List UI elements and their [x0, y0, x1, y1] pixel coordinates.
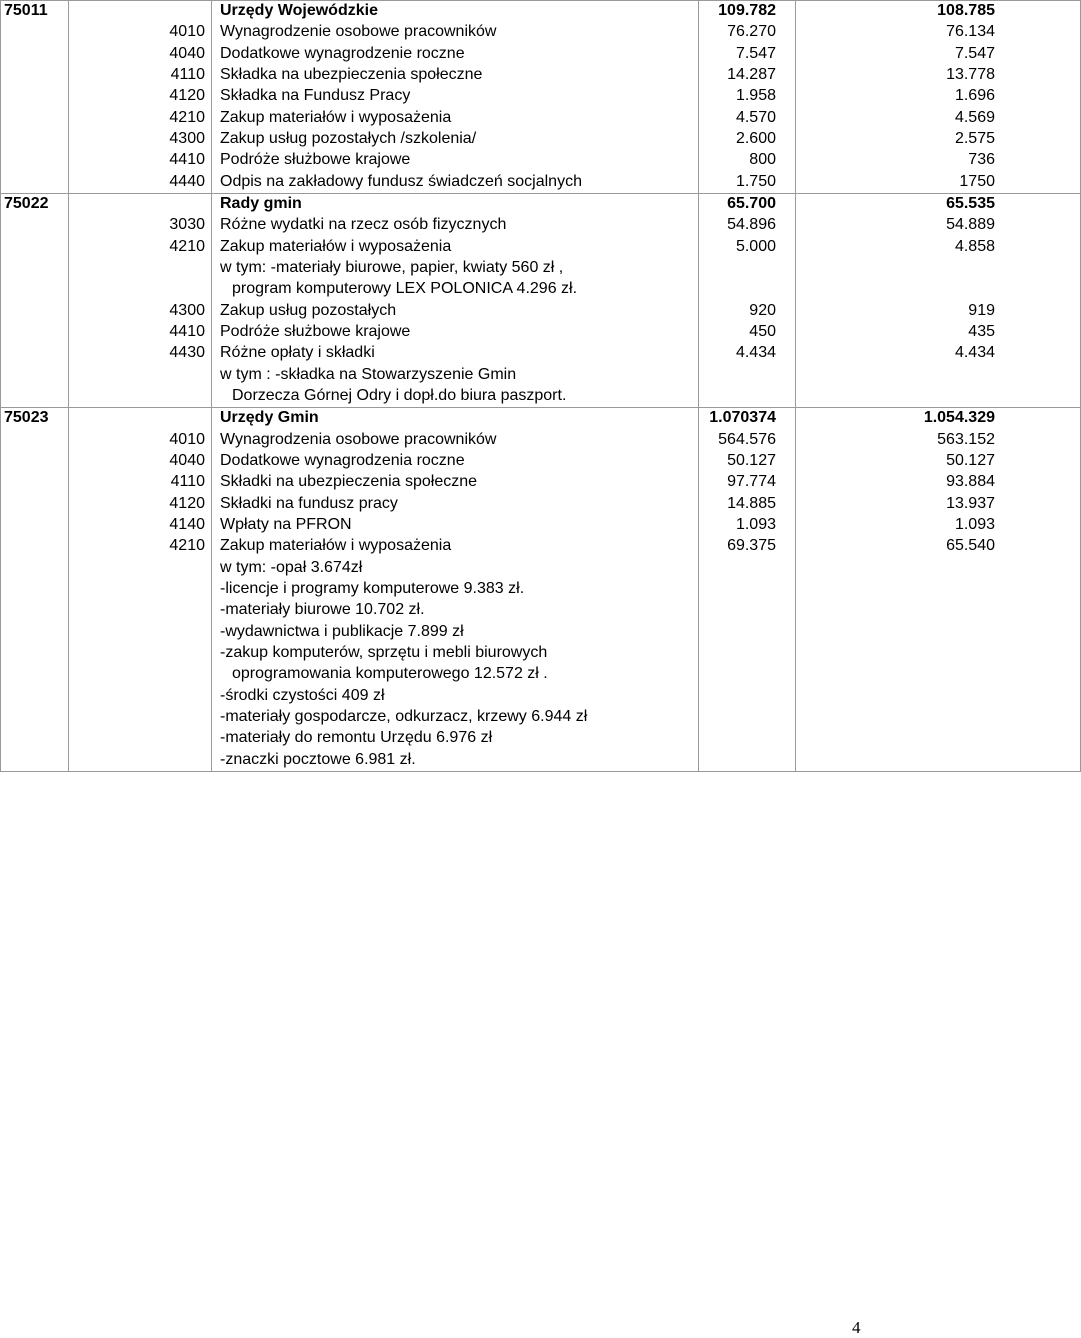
row-spacer [1, 686, 69, 707]
row-description-text: Zakup usług pozostałych /szkolenia/ [220, 129, 477, 147]
budget-table-body [1, 1, 1081, 772]
row-spacer [1, 108, 69, 129]
row-amount-plan: 69.375 [699, 536, 796, 557]
row-description-text: -licencje i programy komputerowe 9.383 zł. [220, 579, 525, 597]
section-amount-execution: 1.054.329 [796, 408, 1081, 430]
paragraph-number: 4040 [69, 44, 212, 65]
row-amount-execution: 1.696 [796, 86, 1081, 107]
row-spacer [1, 172, 69, 194]
row-spacer [1, 430, 69, 451]
row-amount-plan: 1.093 [699, 515, 796, 536]
row-amount-execution: 13.778 [796, 65, 1081, 86]
row-description-text: Zakup materiałów i wyposażenia [220, 237, 452, 255]
section-header-row [1, 408, 1081, 430]
row-description [212, 536, 699, 557]
row-description [212, 215, 699, 236]
row-spacer [1, 750, 69, 771]
row-amount-execution: 93.884 [796, 472, 1081, 493]
row-amount-plan [699, 643, 796, 664]
table-row [1, 343, 1081, 364]
row-amount-execution: 736 [796, 150, 1081, 171]
paragraph-number [69, 600, 212, 621]
table-row [1, 622, 1081, 643]
paragraph-number: 4210 [69, 108, 212, 129]
paragraph-number: 3030 [69, 215, 212, 236]
row-description [212, 129, 699, 150]
table-row [1, 215, 1081, 236]
row-spacer [1, 343, 69, 364]
paragraph-number: 4300 [69, 301, 212, 322]
row-description [212, 451, 699, 472]
row-amount-plan: 97.774 [699, 472, 796, 493]
paragraph-number [69, 643, 212, 664]
row-description [212, 664, 699, 685]
row-spacer [1, 65, 69, 86]
row-description-text: Wpłaty na PFRON [220, 515, 352, 533]
row-amount-execution: 7.547 [796, 44, 1081, 65]
paragraph-number [69, 664, 212, 685]
table-row [1, 664, 1081, 685]
table-row [1, 600, 1081, 621]
table-row [1, 558, 1081, 579]
row-description [212, 386, 699, 408]
section-title: Urzędy Wojewódzkie [212, 1, 699, 23]
row-amount-execution [796, 728, 1081, 749]
paragraph-number [69, 728, 212, 749]
row-description [212, 579, 699, 600]
row-spacer [1, 279, 69, 300]
section-code: 75023 [1, 408, 69, 430]
row-description [212, 279, 699, 300]
table-row [1, 536, 1081, 557]
paragraph-number: 4010 [69, 430, 212, 451]
row-spacer [1, 129, 69, 150]
paragraph-number: 4010 [69, 22, 212, 43]
row-spacer [1, 150, 69, 171]
row-description [212, 86, 699, 107]
section-amount-plan: 109.782 [699, 1, 796, 23]
row-spacer [1, 215, 69, 236]
table-row [1, 750, 1081, 771]
paragraph-number: 4410 [69, 150, 212, 171]
section-header-row [1, 193, 1081, 215]
section-amount-plan: 65.700 [699, 193, 796, 215]
row-amount-execution: 54.889 [796, 215, 1081, 236]
row-description-text: Składka na ubezpieczenia społeczne [220, 66, 483, 83]
table-row [1, 643, 1081, 664]
row-amount-plan [699, 365, 796, 386]
row-amount-plan: 920 [699, 301, 796, 322]
section-amount-execution: 65.535 [796, 193, 1081, 215]
section-spacer [69, 193, 212, 215]
paragraph-number: 4300 [69, 129, 212, 150]
table-row [1, 430, 1081, 451]
row-description [212, 65, 699, 86]
row-spacer [1, 44, 69, 65]
row-amount-plan: 5.000 [699, 237, 796, 258]
section-title: Rady gmin [212, 193, 699, 215]
table-row [1, 472, 1081, 493]
row-description [212, 686, 699, 707]
row-amount-execution: 13.937 [796, 494, 1081, 515]
row-amount-plan: 564.576 [699, 430, 796, 451]
paragraph-number [69, 558, 212, 579]
paragraph-number [69, 686, 212, 707]
row-description [212, 108, 699, 129]
table-row [1, 237, 1081, 258]
row-description-text: w tym : -składka na Stowarzyszenie Gmin [220, 365, 517, 383]
row-amount-plan [699, 279, 796, 300]
row-amount-plan [699, 664, 796, 685]
paragraph-number: 4410 [69, 322, 212, 343]
row-amount-plan: 50.127 [699, 451, 796, 472]
row-description-text: Dorzecza Górnej Odry i dopł.do biura paszport. [232, 386, 567, 404]
paragraph-number [69, 707, 212, 728]
row-amount-execution: 1750 [796, 172, 1081, 194]
row-spacer [1, 579, 69, 600]
row-description [212, 172, 699, 194]
table-row [1, 279, 1081, 300]
section-title: Urzędy Gmin [212, 408, 699, 430]
paragraph-number: 4120 [69, 86, 212, 107]
paragraph-number [69, 258, 212, 279]
row-amount-plan [699, 622, 796, 643]
row-description [212, 365, 699, 386]
row-amount-plan [699, 600, 796, 621]
paragraph-number: 4210 [69, 536, 212, 557]
row-description-text: Zakup usług pozostałych [220, 301, 397, 319]
row-spacer [1, 622, 69, 643]
row-description-text: Dodatkowe wynagrodzenia roczne [220, 451, 465, 469]
row-amount-execution: 919 [796, 301, 1081, 322]
row-description-text: -materiały biurowe 10.702 zł. [220, 601, 425, 619]
paragraph-number: 4210 [69, 237, 212, 258]
row-spacer [1, 600, 69, 621]
row-spacer [1, 472, 69, 493]
row-description-text: w tym: -opał 3.674zł [220, 558, 363, 576]
row-description-text: -materiały gospodarcze, odkurzacz, krzewy 6.944 zł [220, 707, 588, 725]
row-description-text: oprogramowania komputerowego 12.572 zł . [232, 665, 548, 683]
row-description-text: Wynagrodzenia osobowe pracowników [220, 430, 497, 448]
row-spacer [1, 86, 69, 107]
table-row [1, 129, 1081, 150]
row-amount-execution [796, 258, 1081, 279]
paragraph-number [69, 622, 212, 643]
row-amount-execution [796, 664, 1081, 685]
paragraph-number: 4140 [69, 515, 212, 536]
section-header-row [1, 1, 1081, 23]
row-amount-plan: 14.287 [699, 65, 796, 86]
table-row [1, 728, 1081, 749]
row-amount-execution: 563.152 [796, 430, 1081, 451]
table-row [1, 386, 1081, 408]
row-description [212, 258, 699, 279]
table-filler-row [1, 771, 1081, 772]
row-amount-execution [796, 643, 1081, 664]
row-spacer [1, 494, 69, 515]
table-row [1, 686, 1081, 707]
table-row [1, 172, 1081, 194]
section-code: 75011 [1, 1, 69, 23]
row-amount-execution: 65.540 [796, 536, 1081, 557]
row-description [212, 750, 699, 771]
row-description [212, 515, 699, 536]
row-amount-plan: 4.434 [699, 343, 796, 364]
row-description-text: Składka na Fundusz Pracy [220, 87, 411, 105]
row-amount-execution [796, 279, 1081, 300]
row-amount-plan [699, 579, 796, 600]
table-row [1, 707, 1081, 728]
row-description-text: Zakup materiałów i wyposażenia [220, 537, 452, 555]
row-amount-execution: 1.093 [796, 515, 1081, 536]
row-amount-execution: 4.569 [796, 108, 1081, 129]
row-spacer [1, 365, 69, 386]
filler-cell [1, 771, 69, 772]
row-amount-execution: 2.575 [796, 129, 1081, 150]
row-description [212, 44, 699, 65]
row-amount-execution: 4.858 [796, 237, 1081, 258]
row-description [212, 558, 699, 579]
table-row [1, 301, 1081, 322]
row-amount-execution [796, 600, 1081, 621]
row-description-text: -wydawnictwa i publikacje 7.899 zł [220, 622, 464, 640]
row-amount-execution: 435 [796, 322, 1081, 343]
row-description-text: program komputerowy LEX POLONICA 4.296 zł. [232, 280, 578, 298]
table-row [1, 108, 1081, 129]
row-spacer [1, 258, 69, 279]
row-description-text: -materiały do remontu Urzędu 6.976 zł [220, 729, 493, 747]
row-amount-execution: 50.127 [796, 451, 1081, 472]
table-row [1, 150, 1081, 171]
row-spacer [1, 536, 69, 557]
row-amount-plan: 14.885 [699, 494, 796, 515]
row-spacer [1, 643, 69, 664]
row-amount-plan: 1.958 [699, 86, 796, 107]
row-amount-execution: 76.134 [796, 22, 1081, 43]
section-spacer [69, 1, 212, 23]
row-amount-execution [796, 386, 1081, 408]
paragraph-number: 4110 [69, 65, 212, 86]
row-description [212, 237, 699, 258]
row-description-text: Odpis na zakładowy fundusz świadczeń socjalnych [220, 172, 582, 190]
paragraph-number [69, 386, 212, 408]
filler-cell [699, 771, 796, 772]
row-amount-plan: 2.600 [699, 129, 796, 150]
row-description-text: w tym: -materiały biurowe, papier, kwiaty 560 zł , [220, 258, 564, 276]
row-spacer [1, 301, 69, 322]
paragraph-number: 4110 [69, 472, 212, 493]
paragraph-number: 4040 [69, 451, 212, 472]
row-amount-execution [796, 707, 1081, 728]
row-description-text: Składki na ubezpieczenia społeczne [220, 473, 478, 491]
row-spacer [1, 515, 69, 536]
row-amount-plan [699, 707, 796, 728]
paragraph-number [69, 579, 212, 600]
row-description-text: Różne wydatki na rzecz osób fizycznych [220, 216, 507, 234]
row-spacer [1, 728, 69, 749]
row-amount-plan: 7.547 [699, 44, 796, 65]
section-amount-execution: 108.785 [796, 1, 1081, 23]
table-row [1, 22, 1081, 43]
table-row [1, 65, 1081, 86]
row-amount-execution [796, 579, 1081, 600]
row-spacer [1, 451, 69, 472]
row-description-text: Zakup materiałów i wyposażenia [220, 108, 452, 126]
table-row [1, 451, 1081, 472]
row-description-text: Podróże służbowe krajowe [220, 151, 411, 169]
row-spacer [1, 22, 69, 43]
table-row [1, 365, 1081, 386]
row-amount-plan [699, 558, 796, 579]
table-row [1, 515, 1081, 536]
row-spacer [1, 237, 69, 258]
row-amount-plan [699, 386, 796, 408]
row-amount-plan: 54.896 [699, 215, 796, 236]
row-description [212, 472, 699, 493]
paragraph-number: 4430 [69, 343, 212, 364]
row-amount-execution: 4.434 [796, 343, 1081, 364]
section-spacer [69, 408, 212, 430]
row-spacer [1, 386, 69, 408]
row-amount-plan: 800 [699, 150, 796, 171]
table-row [1, 86, 1081, 107]
table-row [1, 322, 1081, 343]
row-amount-plan: 450 [699, 322, 796, 343]
table-row [1, 44, 1081, 65]
row-amount-execution [796, 365, 1081, 386]
paragraph-number [69, 279, 212, 300]
row-amount-plan [699, 728, 796, 749]
row-amount-execution [796, 622, 1081, 643]
table-row [1, 494, 1081, 515]
row-description-text: Wynagrodzenie osobowe pracowników [220, 23, 497, 41]
row-amount-plan [699, 750, 796, 771]
paragraph-number [69, 750, 212, 771]
paragraph-number: 4120 [69, 494, 212, 515]
row-description-text: Podróże służbowe krajowe [220, 322, 411, 340]
row-description-text: -środki czystości 409 zł [220, 686, 385, 704]
row-spacer [1, 322, 69, 343]
row-amount-plan: 4.570 [699, 108, 796, 129]
row-description [212, 707, 699, 728]
row-description-text: Różne opłaty i składki [220, 344, 375, 362]
row-spacer [1, 664, 69, 685]
row-description [212, 322, 699, 343]
row-description-text: -zakup komputerów, sprzętu i mebli biurowych [220, 643, 548, 661]
row-description [212, 494, 699, 515]
table-row [1, 579, 1081, 600]
row-amount-plan: 1.750 [699, 172, 796, 194]
row-description [212, 301, 699, 322]
row-description-text: Składki na fundusz pracy [220, 494, 398, 512]
row-description [212, 22, 699, 43]
section-code: 75022 [1, 193, 69, 215]
paragraph-number [69, 365, 212, 386]
filler-cell [212, 771, 699, 772]
row-spacer [1, 558, 69, 579]
row-description-text: -znaczki pocztowe 6.981 zł. [220, 750, 416, 768]
row-description [212, 643, 699, 664]
row-description [212, 728, 699, 749]
row-amount-execution [796, 558, 1081, 579]
row-description [212, 600, 699, 621]
filler-cell [69, 771, 212, 772]
row-description [212, 150, 699, 171]
row-amount-plan [699, 686, 796, 707]
page-number: 4 [852, 1318, 861, 1337]
row-description-text: Dodatkowe wynagrodzenie roczne [220, 44, 465, 62]
row-amount-execution [796, 686, 1081, 707]
row-description [212, 343, 699, 364]
table-row [1, 258, 1081, 279]
row-amount-plan [699, 258, 796, 279]
row-amount-plan: 76.270 [699, 22, 796, 43]
row-description [212, 430, 699, 451]
row-amount-execution [796, 750, 1081, 771]
filler-cell [796, 771, 1081, 772]
row-spacer [1, 707, 69, 728]
paragraph-number: 4440 [69, 172, 212, 194]
row-description [212, 622, 699, 643]
section-amount-plan: 1.070374 [699, 408, 796, 430]
